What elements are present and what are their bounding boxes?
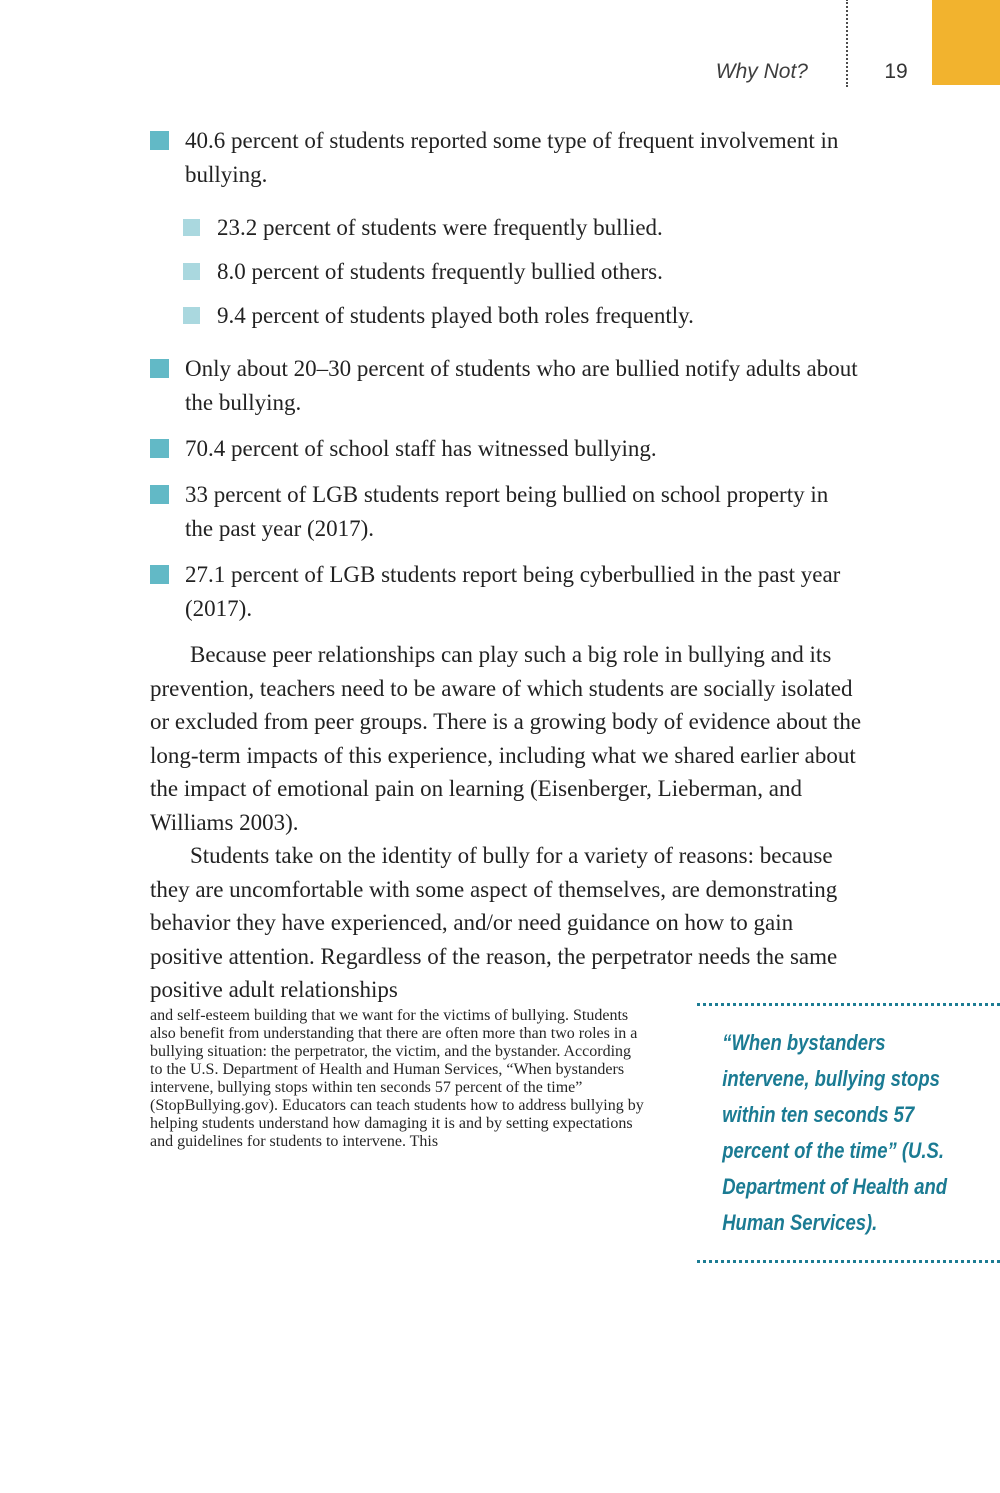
bullet-item: [183, 299, 862, 333]
header-dotted-rule: [846, 0, 848, 87]
page-header: [0, 0, 1000, 95]
page-number: 19: [884, 60, 908, 83]
bullet-item: [150, 558, 862, 626]
bullet-item-text: 27.1 percent of LGB students report being cyberbullied in the past year (2017).: [185, 562, 841, 621]
pull-quote-text: “When bystanders intervene, bullying stops within ten seconds 57 percent of the time” (U.S. Department of Health and Human Services).: [722, 1029, 948, 1235]
bullet-square-icon: [150, 565, 169, 584]
body-paragraph-1: [150, 638, 862, 839]
bullet-item-text: 40.6 percent of students reported some type of frequent involvement in bullying.: [185, 128, 839, 187]
bullet-item: [183, 255, 862, 289]
bullet-square-icon: [150, 131, 169, 150]
bullet-square-icon: [183, 219, 200, 236]
bullet-item-text: 70.4 percent of school staff has witnessed bullying.: [185, 436, 657, 461]
body-paragraph-2: [150, 839, 862, 1007]
bullet-item: [150, 124, 862, 192]
paragraph-text: Because peer relationships can play such a big role in bullying and its prevention, teachers need to be aware of which students are socially isolated or excluded from peer groups. There is a growing body of evidence about the long-term impacts of this experience, including what we shared earlier about the impact of emotional pain on learning (Eisenberger, Lieberman, and Williams 2003).: [150, 642, 862, 835]
running-head-title: Why Not?: [715, 60, 808, 83]
bullet-item-text: Only about 20–30 percent of students who are bullied notify adults about the bullying.: [185, 356, 858, 415]
bullet-item-text: 23.2 percent of students were frequently bullied.: [217, 215, 663, 240]
page-content: [150, 95, 948, 1271]
bullet-square-icon: [183, 307, 200, 324]
statistics-bullet-list: [150, 124, 862, 626]
bullet-item-text: 33 percent of LGB students report being bullied on school property in the past year (2017).: [185, 482, 829, 541]
bullet-item: [150, 432, 862, 466]
bullet-item-text: 8.0 percent of students frequently bullied others.: [217, 259, 663, 284]
bullet-square-icon: [183, 263, 200, 280]
bullet-item-text: 9.4 percent of students played both roles frequently.: [217, 303, 694, 328]
paragraph-text-before-quote: Students take on the identity of bully for a variety of reasons: because they are uncomfortable with some aspect of themselves, are demonstrating behavior they have experienced, and/or need guidance on how to gain positive attention. Regardless of the reason, the perpetrator needs the same positive adult relationships: [150, 843, 838, 1002]
bullet-item: [150, 352, 862, 420]
pull-quote: [697, 1003, 1000, 1263]
bullet-square-icon: [150, 359, 169, 378]
bullet-item: [183, 211, 862, 245]
bullet-square-icon: [150, 439, 169, 458]
paragraph-text-after-quote: and self-esteem building that we want for the victims of bullying. Students also benefit from understanding that there are often more than two roles in a bullying situation: the perpetrator, the victim, and the bystander. According to the U.S. Department of Health and Human Services, “When bystanders intervene, bullying stops within ten seconds 57 percent of the time” (StopBullying.gov). Educators can teach students how to address bullying by helping students understand how damaging it is and by setting expectations and guidelines for students to intervene. This: [150, 1006, 644, 1150]
bullet-square-icon: [150, 485, 169, 504]
bullet-item: [150, 478, 862, 546]
corner-accent-block: [932, 0, 1000, 85]
